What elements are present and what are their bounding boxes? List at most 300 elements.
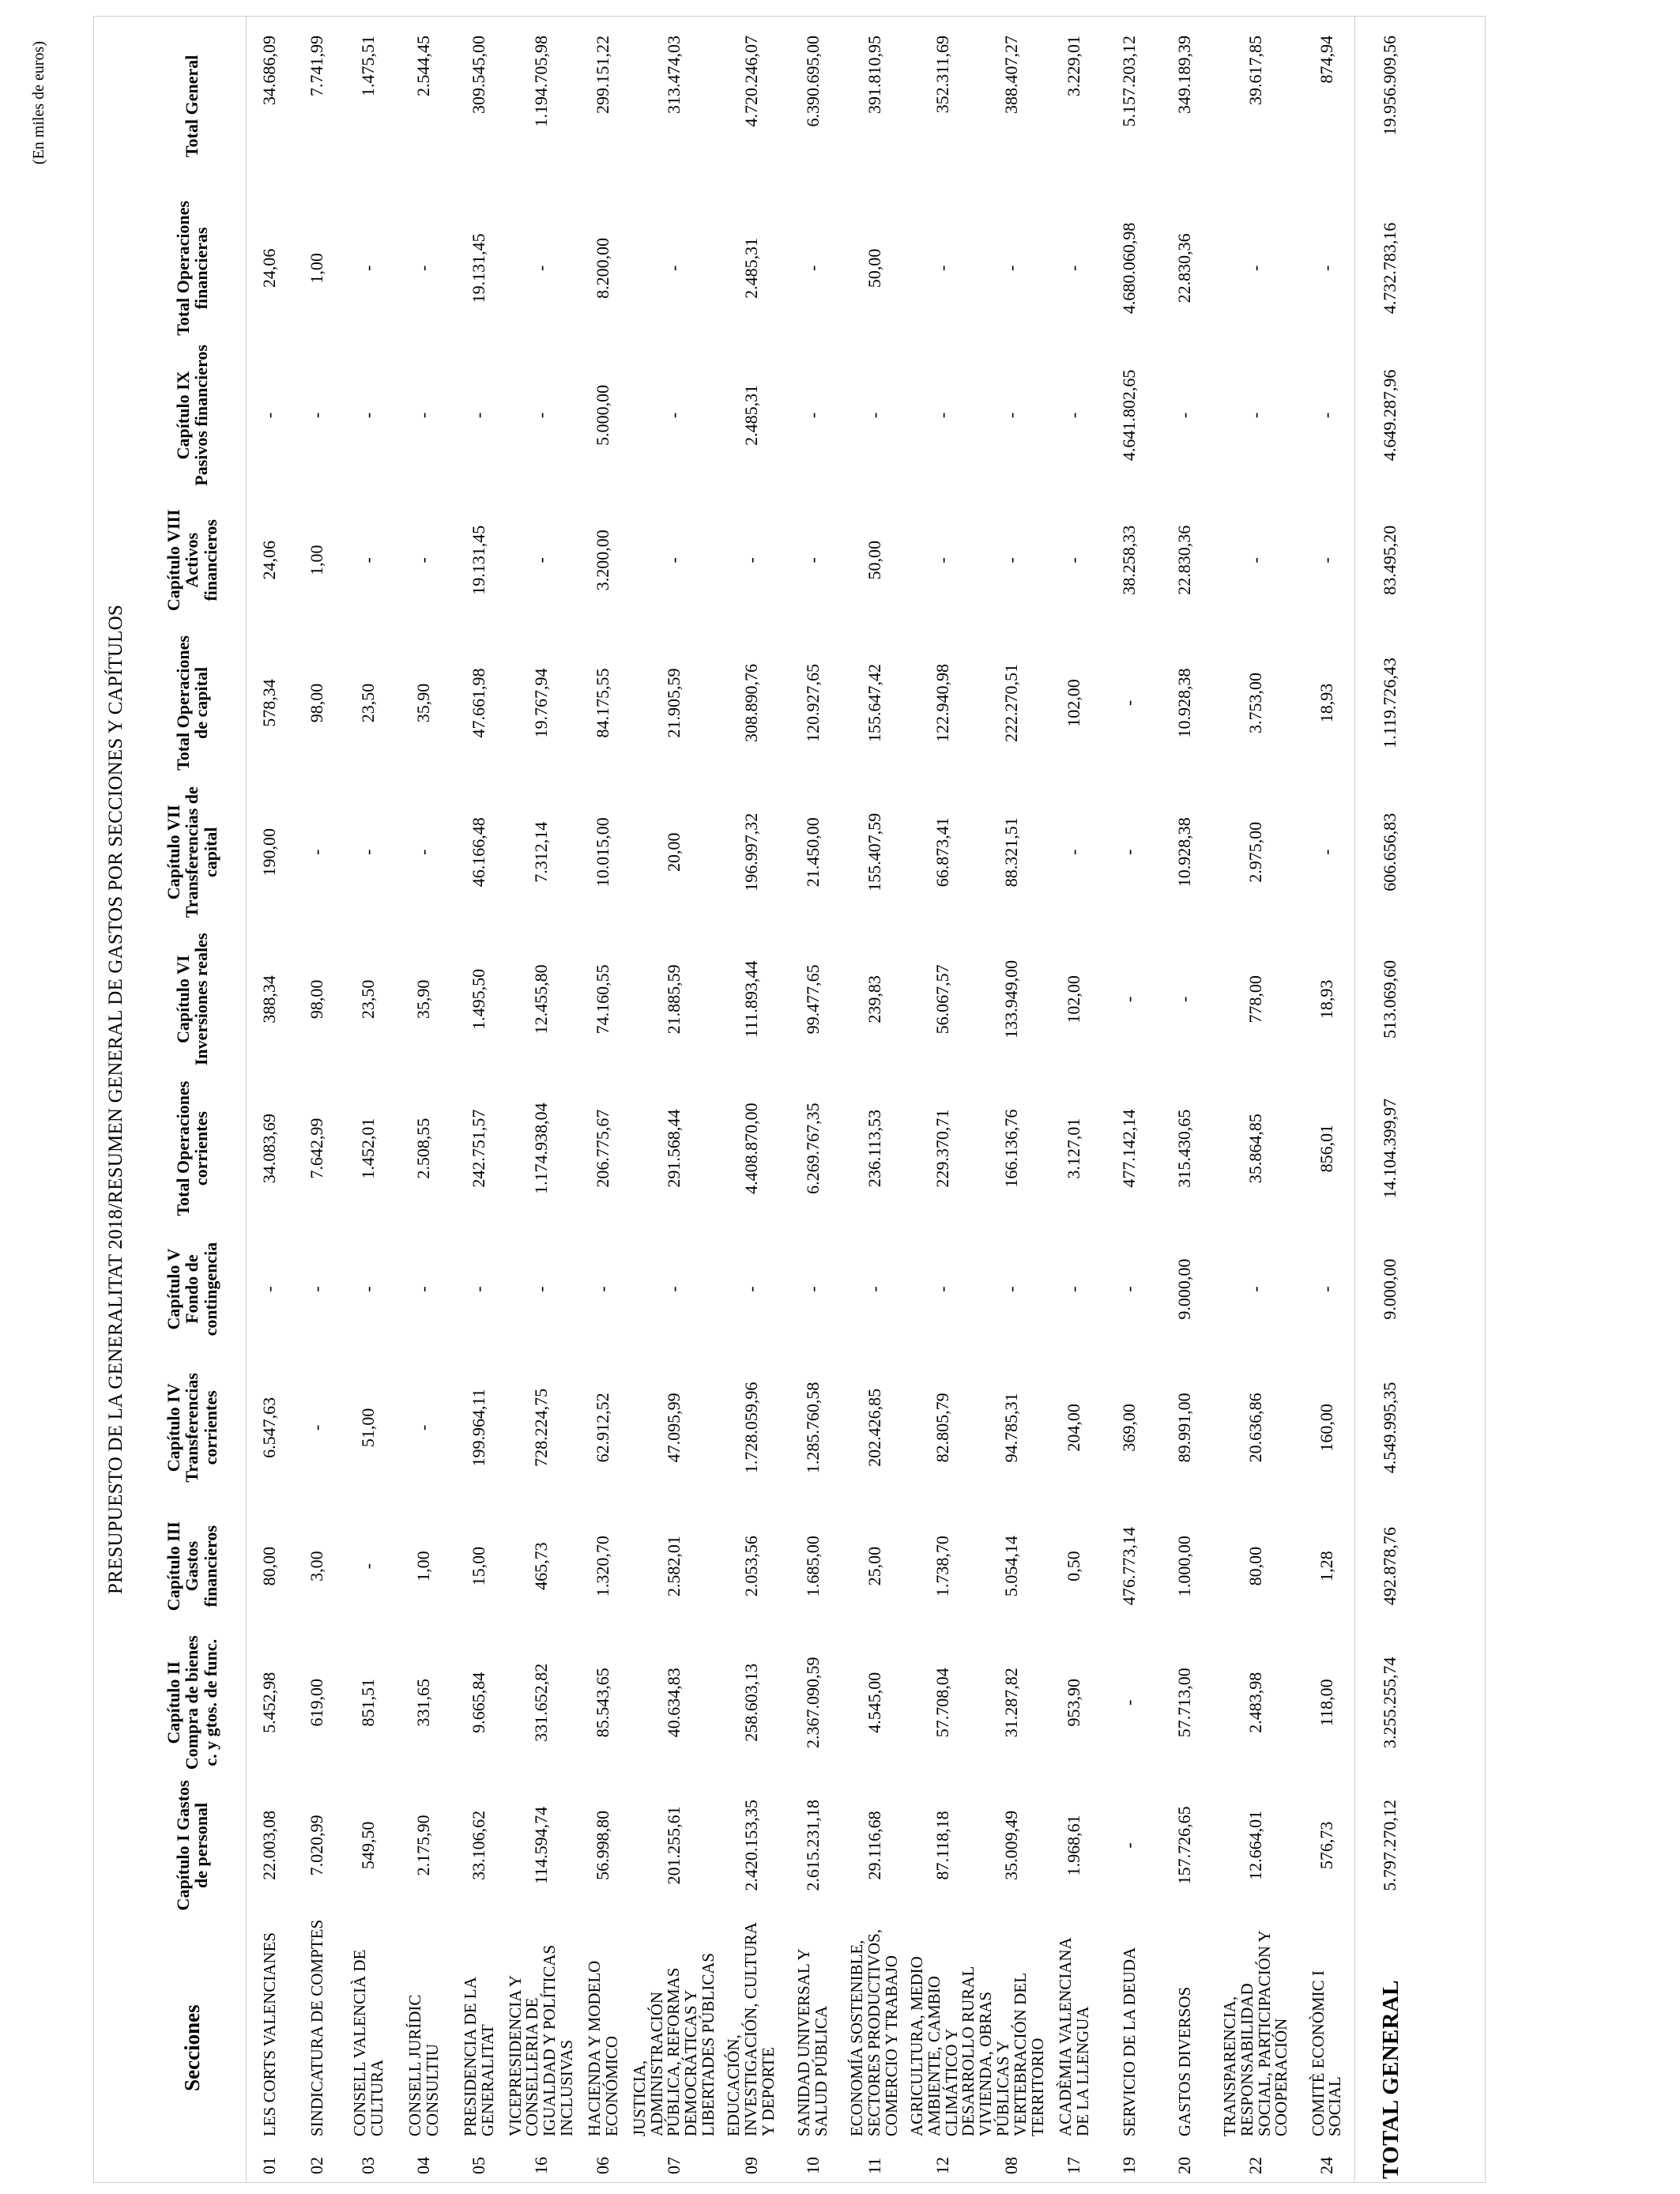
cell-cap4: 1.285.760,58	[802, 1382, 823, 1474]
cell-cap7: 21.450,00	[802, 817, 823, 888]
cell-cap3: 80,00	[1245, 1546, 1266, 1586]
cell-tot-cap: 10.928,38	[1174, 668, 1195, 738]
total-row	[1355, 17, 1426, 2182]
cell-cap5: -	[663, 1286, 684, 1292]
cell-cap2: 4.545,00	[864, 1672, 884, 1733]
cell-tot-corr: 35.864,85	[1245, 1114, 1266, 1184]
cell-tot-fin: -	[663, 265, 684, 271]
cell-cap4: 160,00	[1316, 1404, 1336, 1452]
section-name: ECONOMÍA SOSTENIBLE, SECTORES PRODUCTIVOS, COMERCIO Y TRABAJO	[847, 1928, 901, 2137]
cell-cap4: 47.095,99	[663, 1393, 684, 1463]
table-row	[576, 17, 631, 2182]
cell-cap5: -	[740, 1286, 761, 1292]
cell-cap9: -	[802, 412, 823, 419]
cell-cap5: -	[802, 1286, 823, 1292]
cell-cap4: 728.224,75	[530, 1388, 551, 1467]
cell-tot-cap: -	[1119, 699, 1139, 707]
cell-tot-corr: 6.269.767,35	[802, 1103, 823, 1194]
cell-total: 388.407,27	[1001, 36, 1022, 114]
cell-cap9: -	[413, 412, 434, 419]
table-row	[631, 17, 718, 2182]
cell-cap8: -	[1001, 557, 1022, 564]
header-cap5: Capítulo V Fondo de contingencia	[164, 1242, 220, 1336]
section-code: 19	[1119, 2157, 1139, 2174]
cell-cap3: 1.000,00	[1174, 1536, 1195, 1597]
section-name: TRANSPARENCIA, RESPONSABILIDAD SOCIAL, PARTICIPACIÓN Y COOPERACIÓN	[1219, 1931, 1291, 2137]
total-label: TOTAL GENERAL	[1355, 1913, 1426, 2182]
cell-tot-fin: 19.131,45	[469, 233, 489, 303]
cell-tot-corr: 34.083,69	[259, 1114, 280, 1184]
cell-cap6: 778,00	[1245, 975, 1266, 1023]
cell-cap4: -	[413, 1424, 434, 1431]
section-code: 01	[259, 2157, 280, 2174]
cell-cap5: -	[1119, 1286, 1139, 1292]
cell-cap6: 74.160,55	[593, 964, 613, 1035]
total-cap1: 5.797.270,12	[1355, 1777, 1426, 1914]
cell-cap7: 10.928,38	[1174, 817, 1195, 888]
cell-tot-corr: 315.430,65	[1174, 1109, 1195, 1188]
cell-cap4: 89.991,00	[1174, 1393, 1195, 1463]
cell-cap9: -	[358, 412, 379, 419]
header-total-corrientes: Total Operaciones corrientes	[172, 1080, 211, 1216]
cell-total: 6.390.695,00	[802, 36, 823, 127]
cell-cap3: 465,73	[530, 1542, 551, 1590]
cell-tot-cap: 18,93	[1316, 683, 1336, 723]
cell-cap6: 102,00	[1064, 975, 1084, 1023]
header-secciones: Secciones	[179, 2004, 204, 2091]
section-name: GASTOS DIVERSOS	[1174, 1986, 1194, 2137]
cell-total: 309.545,00	[469, 36, 489, 114]
section-name: SINDICATURA DE COMPTES	[307, 1919, 326, 2137]
cell-cap8: -	[1316, 557, 1336, 564]
cell-cap6: 18,93	[1316, 979, 1336, 1020]
table-row	[841, 17, 909, 2182]
cell-cap1: 2.420.153,35	[740, 1800, 761, 1891]
cell-total: 1.194.705,98	[530, 36, 551, 127]
cell-total: 4.720.246,07	[740, 36, 761, 127]
section-name: PRESIDENCIA DE LA GENERALITAT	[460, 1977, 497, 2137]
section-code: 03	[358, 2157, 379, 2174]
cell-tot-fin: -	[1064, 265, 1084, 271]
header-row	[138, 17, 247, 2182]
cell-cap3: 1,28	[1316, 1551, 1336, 1581]
cell-cap7: 2.975,00	[1245, 821, 1266, 883]
cell-cap5: -	[864, 1286, 884, 1292]
section-code: 24	[1316, 2157, 1336, 2174]
cell-tot-corr: 166.136,76	[1001, 1109, 1022, 1188]
cell-tot-fin: 24,06	[259, 248, 280, 288]
cell-tot-fin: -	[358, 265, 379, 271]
header-cap4: Capítulo IV Transferencias corrientes	[164, 1373, 220, 1483]
header-cap7: Capítulo VII Transferencias de capital	[164, 786, 220, 918]
cell-tot-corr: 856,01	[1316, 1124, 1336, 1173]
section-name: SERVICIO DE LA DEUDA	[1119, 1947, 1139, 2137]
header-cap2: Capítulo II Compra de bienes c. y gtos. de func.	[164, 1635, 220, 1770]
cell-cap9: -	[1001, 412, 1022, 419]
cell-tot-corr: 1.174.938,04	[530, 1103, 551, 1194]
cell-total: 34.686,09	[259, 36, 280, 105]
table-row	[507, 17, 576, 2182]
section-code: 17	[1064, 2157, 1084, 2174]
cell-cap6: 35,90	[413, 979, 434, 1020]
cell-cap2: 40.634,83	[663, 1668, 684, 1738]
cell-cap2: 57.713,00	[1174, 1668, 1195, 1738]
cell-cap8: 24,06	[259, 541, 280, 580]
cell-cap6: 239,83	[864, 975, 884, 1023]
cell-cap5: -	[932, 1286, 953, 1292]
cell-tot-cap: 19.767,94	[530, 668, 551, 738]
cell-cap9: -	[1316, 412, 1336, 419]
cell-tot-cap: 122.940,98	[932, 663, 953, 742]
cell-cap1: 549,50	[358, 1821, 379, 1870]
section-code: 07	[663, 2157, 684, 2174]
cell-cap8: 22.830,36	[1174, 525, 1195, 595]
cell-cap7: 155.407,59	[864, 812, 884, 892]
cell-cap6: 21.885,59	[663, 964, 684, 1035]
total-cap7: 606.656,83	[1355, 775, 1426, 929]
cell-cap7: -	[1064, 849, 1084, 855]
cell-cap4: 199.964,11	[469, 1389, 489, 1467]
total-cap2: 3.255.255,74	[1355, 1628, 1426, 1777]
cell-tot-corr: 242.751,57	[469, 1109, 489, 1188]
cell-cap7: -	[358, 849, 379, 855]
header-cap1: Capítulo I Gastos de personal	[172, 1780, 211, 1911]
cell-tot-fin: 8.200,00	[593, 237, 613, 299]
cell-cap6: 388,34	[259, 975, 280, 1023]
cell-cap3: 5.054,14	[1001, 1536, 1022, 1597]
cell-cap4: -	[307, 1424, 327, 1431]
cell-cap5: -	[1064, 1286, 1084, 1292]
cell-cap7: -	[1119, 849, 1139, 855]
cell-cap8: 19.131,45	[469, 525, 489, 595]
cell-tot-fin: -	[530, 265, 551, 271]
cell-cap9: -	[663, 412, 684, 419]
cell-cap2: 57.708,04	[932, 1668, 953, 1738]
table-row	[341, 17, 397, 2182]
table-frame	[93, 16, 1486, 2183]
total-cap8: 83.495,20	[1355, 490, 1426, 631]
total-cap6: 513.069,60	[1355, 929, 1426, 1069]
cell-cap9: -	[307, 412, 327, 419]
cell-cap5: -	[358, 1286, 379, 1292]
cell-cap4: 82.805,79	[932, 1393, 953, 1463]
table-row	[452, 17, 507, 2182]
cell-cap2: 31.287,82	[1001, 1668, 1022, 1738]
cell-tot-cap: 222.270,51	[1001, 663, 1022, 742]
cell-cap4: 1.728.059,96	[740, 1382, 761, 1474]
cell-cap8: 3.200,00	[593, 530, 613, 591]
cell-cap9: -	[1245, 412, 1266, 419]
table-row	[397, 17, 452, 2182]
cell-cap4: 94.785,31	[1001, 1393, 1022, 1463]
section-name: EDUCACIÓN, INVESTIGACIÓN, CULTURA Y DEPORTE	[724, 1923, 778, 2137]
cell-cap2: 85.543,65	[593, 1668, 613, 1738]
section-code: 11	[864, 2157, 884, 2174]
cell-cap7: 190,00	[259, 827, 280, 876]
cell-cap7: 10.015,00	[593, 817, 613, 888]
cell-total: 349.189,39	[1174, 36, 1195, 114]
cell-tot-fin: -	[1245, 265, 1266, 271]
cell-tot-corr: 3.127,01	[1064, 1118, 1084, 1179]
cell-tot-cap: 578,34	[259, 679, 280, 727]
cell-cap1: 1.968,61	[1064, 1815, 1084, 1876]
cell-tot-cap: 102,00	[1064, 679, 1084, 727]
section-name: VICEPRESIDENCIA Y CONSELLERIA DE IGUALDAD Y POLÍTICAS INCLUSIVAS	[505, 1944, 576, 2137]
cell-cap2: -	[1119, 1699, 1139, 1706]
cell-cap1: 29.116,68	[864, 1811, 884, 1880]
cell-tot-fin: 50,00	[864, 248, 884, 288]
cell-total: 2.544,45	[413, 36, 434, 96]
cell-cap8: -	[802, 557, 823, 564]
table-body	[247, 17, 1355, 2182]
cell-cap7: 66.873,41	[932, 817, 953, 888]
cell-cap1: 114.594,74	[530, 1806, 551, 1884]
cell-cap5: -	[1245, 1286, 1266, 1292]
cell-tot-corr: 291.568,44	[663, 1109, 684, 1188]
cell-total: 352.311,69	[932, 36, 953, 114]
budget-table	[138, 17, 1426, 2182]
table-row	[977, 17, 1046, 2182]
cell-tot-cap: 47.661,98	[469, 668, 489, 738]
cell-tot-cap: 21.905,59	[663, 668, 684, 738]
section-name: CONSELL JURÍDIC CONSULTIU	[405, 1994, 442, 2137]
cell-cap6: 56.067,57	[932, 964, 953, 1035]
cell-cap6: 1.495,50	[469, 968, 489, 1030]
cell-cap4: 369,00	[1119, 1404, 1139, 1452]
cell-cap3: 2.582,01	[663, 1536, 684, 1597]
cell-cap5: -	[307, 1286, 327, 1292]
table-row	[1213, 17, 1300, 2182]
cell-cap8: -	[740, 557, 761, 564]
cell-tot-fin: -	[1001, 265, 1022, 271]
cell-total: 7.741,99	[307, 36, 327, 96]
section-code: 12	[932, 2157, 953, 2174]
cell-cap9: -	[1064, 412, 1084, 419]
cell-total: 299.151,22	[593, 36, 613, 114]
cell-cap1: 56.998,80	[593, 1810, 613, 1880]
cell-cap9: -	[530, 412, 551, 419]
cell-cap5: -	[1001, 1286, 1022, 1292]
cell-tot-corr: 477.142,14	[1119, 1109, 1139, 1188]
section-code: 22	[1245, 2157, 1266, 2174]
section-name: AGRICULTURA, MEDIO AMBIENTE, CAMBIO CLIMÁTICO Y DESARROLLO RURAL	[906, 1956, 978, 2137]
cell-tot-corr: 4.408.870,00	[740, 1103, 761, 1194]
cell-cap2: 5.452,98	[259, 1672, 280, 1733]
cell-cap6: 99.477,65	[802, 964, 823, 1035]
cell-tot-cap: 3.753,00	[1245, 672, 1266, 733]
cell-cap2: 851,51	[358, 1678, 379, 1727]
cell-cap1: 201.255,61	[663, 1806, 684, 1885]
cell-cap5: 9.000,00	[1174, 1258, 1195, 1320]
cell-cap8: 38.258,33	[1119, 525, 1139, 595]
cell-cap1: 87.118,18	[932, 1811, 953, 1880]
section-code: 09	[740, 2157, 761, 2174]
cell-cap8: -	[358, 557, 379, 564]
total-cap5: 9.000,00	[1355, 1227, 1426, 1351]
cell-cap1: 7.020,99	[307, 1815, 327, 1876]
cell-cap8: 1,00	[307, 545, 327, 576]
cell-cap1: 12.664,01	[1245, 1810, 1266, 1880]
cell-cap8: -	[413, 557, 434, 564]
cell-tot-fin: -	[802, 265, 823, 271]
header-cap9: Capítulo IX Pasivos financieros	[172, 345, 211, 486]
section-name: COMITÈ ECONÒMIC I SOCIAL	[1308, 1970, 1345, 2137]
cell-cap8: -	[663, 557, 684, 564]
table-row	[1102, 17, 1158, 2182]
cell-cap6: -	[1119, 996, 1139, 1002]
cell-cap4: 204,00	[1064, 1404, 1084, 1452]
cell-tot-fin: 1,00	[307, 253, 327, 284]
cell-cap9: 4.641.802,65	[1119, 369, 1139, 462]
cell-cap9: -	[1174, 412, 1195, 419]
cell-tot-corr: 1.452,01	[358, 1118, 379, 1179]
cell-cap7: 20,00	[663, 832, 684, 872]
cell-cap7: 196.997,32	[740, 812, 761, 892]
header-total-capital: Total Operaciones de capital	[172, 635, 211, 771]
cell-cap7: -	[1316, 849, 1336, 855]
total-cap9: 4.649.287,96	[1355, 341, 1426, 490]
cell-cap9: -	[932, 412, 953, 419]
cell-tot-cap: 35,90	[413, 683, 434, 723]
table-row	[718, 17, 785, 2182]
cell-tot-cap: 308.890,76	[740, 663, 761, 742]
cell-cap4: 51,00	[358, 1408, 379, 1448]
cell-tot-fin: 2.485,31	[740, 237, 761, 299]
cell-cap1: 157.726,65	[1174, 1806, 1195, 1885]
section-code: 02	[307, 2157, 327, 2174]
section-code: 04	[413, 2157, 434, 2174]
cell-cap8: 50,00	[864, 541, 884, 580]
cell-cap3: 1.685,00	[802, 1536, 823, 1597]
total-tot-cap: 1.119.726,43	[1355, 631, 1426, 775]
cell-tot-cap: 98,00	[307, 683, 327, 723]
section-code: 06	[593, 2157, 613, 2174]
table-row	[247, 17, 294, 2182]
cell-cap2: 9.665,84	[469, 1672, 489, 1733]
cell-cap5: -	[469, 1286, 489, 1292]
cell-tot-cap: 84.175,55	[593, 668, 613, 738]
cell-total: 391.810,95	[864, 36, 884, 114]
section-code: 05	[469, 2157, 489, 2174]
cell-cap3: 1,00	[413, 1551, 434, 1581]
cell-cap9: -	[864, 412, 884, 419]
cell-cap9: 2.485,31	[740, 384, 761, 446]
section-name: LES CORTS VALENCIANES	[259, 1932, 279, 2137]
cell-cap7: 46.166,48	[469, 817, 489, 888]
total-tot-corr: 14.104.399,97	[1355, 1069, 1426, 1227]
cell-cap5: -	[1316, 1286, 1336, 1292]
total-cap4: 4.549.995,35	[1355, 1351, 1426, 1504]
cell-tot-cap: 23,50	[358, 683, 379, 723]
header-cap6: Capítulo VI Inversiones reales	[172, 933, 211, 1066]
table-row	[294, 17, 341, 2182]
cell-cap1: 22.003,08	[259, 1810, 280, 1880]
cell-cap1: 2.175,90	[413, 1815, 434, 1876]
cell-cap3: 80,00	[259, 1546, 280, 1586]
cell-cap1: 33.106,62	[469, 1810, 489, 1880]
cell-cap4: 6.547,63	[259, 1397, 280, 1458]
cell-cap8: -	[1064, 557, 1084, 564]
section-code: 16	[530, 2157, 551, 2174]
table-row	[1047, 17, 1102, 2182]
cell-cap2: 258.603,13	[740, 1663, 761, 1742]
table-row	[909, 17, 977, 2182]
cell-cap1: 35.009,49	[1001, 1810, 1022, 1880]
cell-cap1: 576,73	[1316, 1821, 1336, 1870]
cell-cap7: 7.312,14	[530, 821, 551, 883]
cell-cap6: 111.893,44	[740, 960, 761, 1038]
cell-tot-fin: -	[932, 265, 953, 271]
cell-total: 3.229,01	[1064, 36, 1084, 96]
cell-cap3: 0,50	[1064, 1551, 1084, 1581]
cell-cap8: -	[932, 557, 953, 564]
cell-cap7: -	[413, 849, 434, 855]
header-cap8: Capítulo VIII Activos financieros	[164, 509, 220, 612]
document-title: PRESUPUESTO DE LA GENERALITAT 2018/RESUMEN GENERAL DE GASTOS POR SECCIONES Y CAPÍTULOS	[105, 604, 126, 1595]
section-code: 20	[1174, 2157, 1195, 2174]
cell-cap1: -	[1119, 1842, 1139, 1849]
cell-cap3: 15,00	[469, 1546, 489, 1586]
cell-tot-cap: 155.647,42	[864, 663, 884, 742]
total-cap3: 492.878,76	[1355, 1504, 1426, 1627]
cell-cap5: -	[413, 1286, 434, 1292]
cell-cap3: 1.320,70	[593, 1536, 613, 1597]
cell-cap7: -	[307, 849, 327, 855]
cell-cap2: 331.652,82	[530, 1663, 551, 1742]
cell-cap9: -	[259, 412, 280, 419]
section-name: VIVIENDA, OBRAS PÚBLICAS Y VERTEBRACIÓN DEL TERRITORIO	[976, 1973, 1047, 2137]
cell-cap4: 20.636,86	[1245, 1393, 1266, 1463]
cell-cap6: 133.949,00	[1001, 959, 1022, 1039]
cell-tot-corr: 2.508,55	[413, 1118, 434, 1179]
cell-cap1: 2.615.231,18	[802, 1800, 823, 1891]
table-row	[1158, 17, 1213, 2182]
cell-tot-fin: -	[413, 265, 434, 271]
header-total-financieras: Total Operaciones financieras	[172, 200, 211, 336]
cell-cap5: -	[593, 1286, 613, 1292]
section-name: SANIDAD UNIVERSAL Y SALUD PÚBLICA	[794, 1949, 831, 2137]
cell-cap6: -	[1174, 996, 1195, 1002]
cell-cap2: 619,00	[307, 1678, 327, 1727]
header-total-general: Total General	[182, 55, 202, 157]
cell-cap9: -	[469, 412, 489, 419]
cell-cap3: 2.053,56	[740, 1536, 761, 1597]
cell-total: 39.617,85	[1245, 36, 1266, 105]
cell-cap2: 953,90	[1064, 1678, 1084, 1727]
cell-cap2: 2.483,98	[1245, 1672, 1266, 1733]
section-code: 10	[802, 2157, 823, 2174]
cell-cap4: 202.426,85	[864, 1388, 884, 1467]
cell-cap3: 1.738,70	[932, 1536, 953, 1597]
cell-total: 5.157.203,12	[1119, 36, 1139, 127]
cell-total: 874,94	[1316, 36, 1336, 84]
header-cap3: Capítulo III Gastos financieros	[164, 1521, 220, 1612]
cell-cap7: 88.321,51	[1001, 817, 1022, 888]
section-name: JUSTICIA, ADMINISTRACIÓN PÚBLICA, REFORMAS DEMOCRÁTICAS Y LIBERTADES PÚBLICAS	[629, 1952, 718, 2137]
cell-cap2: 118,00	[1316, 1679, 1336, 1727]
cell-cap8: -	[1245, 557, 1266, 564]
cell-cap8: -	[530, 557, 551, 564]
cell-tot-corr: 206.775,67	[593, 1109, 613, 1188]
cell-total: 313.474,03	[663, 36, 684, 114]
cell-tot-cap: 120.927,65	[802, 663, 823, 742]
cell-cap3: 3,00	[307, 1551, 327, 1581]
cell-tot-fin: -	[1316, 265, 1336, 271]
cell-tot-corr: 7.642,99	[307, 1118, 327, 1179]
cell-cap4: 62.912,52	[593, 1393, 613, 1463]
cell-cap5: -	[530, 1286, 551, 1292]
cell-cap6: 23,50	[358, 979, 379, 1020]
